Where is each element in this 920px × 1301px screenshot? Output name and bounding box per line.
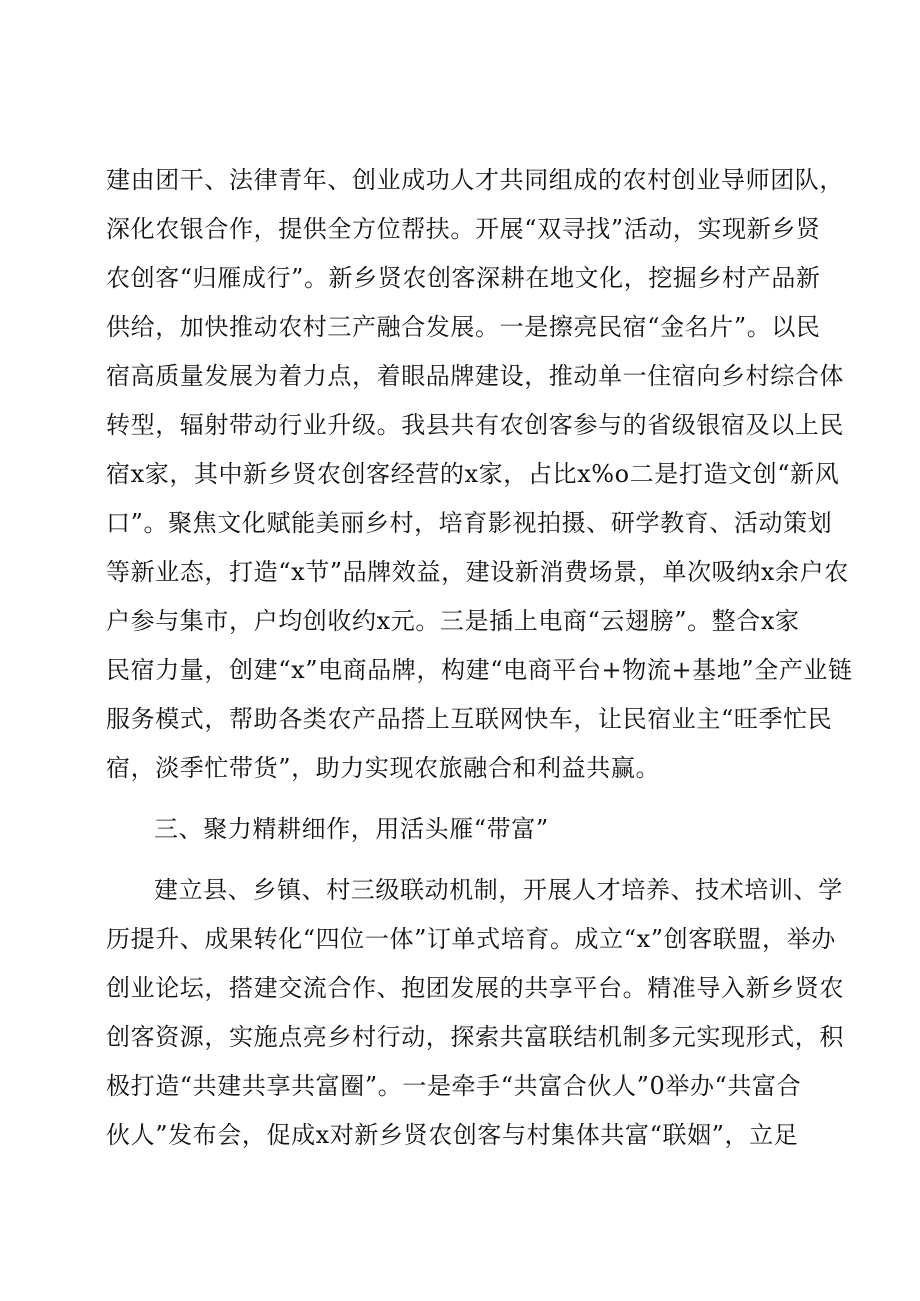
paragraph-1-line-3: 农创客“归雁成行”。新乡贤农创客深耕在地文化，挖掘乡村产品新 (106, 264, 821, 292)
paragraph-1-line-7: 宿x家，其中新乡贤农创客经营的x家，占比x%o二是打造文创“新风 (106, 460, 840, 488)
paragraph-2-line-3: 创业论坛，搭建交流合作、抱团发展的共享平台。精准导入新乡贤农 (106, 974, 844, 1002)
paragraph-2-line-5: 极打造“共建共享共富圈”。一是牵手“共富合伙人”0举办“共富合 (106, 1072, 802, 1100)
paragraph-1-line-13: 宿，淡季忙带货”，助力实现农旅融合和利益共赢。 (106, 754, 661, 782)
paragraph-2-line-2: 历提升、成果转化“四位一体”订单式培育。成立“x”创客联盟，举办 (106, 925, 836, 953)
paragraph-1-line-6: 转型，辐射带动行业升级。我县共有农创客参与的省级银宿及以上民 (106, 411, 844, 439)
paragraph-1-line-11: 民宿力量，创建“x”电商品牌，构建“电商平台+物流+基地”全产业链 (106, 656, 853, 684)
paragraph-1-line-4: 供给，加快推动农村三产融合发展。一是擦亮民宿“金名片”。以民 (106, 313, 821, 341)
paragraph-1-line-10: 户参与集市，户均创收约x元。三是插上电商“云翅膀”。整合x家 (106, 607, 800, 635)
paragraph-2-line-4: 创客资源，实施点亮乡村行动，探索共富联结机制多元实现形式，积 (106, 1023, 844, 1051)
paragraph-2-line-1: 建立县、乡镇、村三级联动机制，开展人才培养、技术培训、学 (154, 876, 843, 904)
paragraph-1-line-1: 建由团干、法律青年、创业成功人才共同组成的农村创业导师团队， (106, 166, 844, 194)
paragraph-1-line-2: 深化农银合作，提供全方位帮扶。开展“双寻找”活动，实现新乡贤 (106, 215, 821, 243)
paragraph-2-line-6: 伙人”发布会，促成x对新乡贤农创客与村集体共富“联姻”，立足 (106, 1121, 799, 1149)
paragraph-1-line-5: 宿高质量发展为着力点，着眼品牌建设，推动单一住宿向乡村综合体 (106, 362, 844, 390)
paragraph-1-line-12: 服务模式，帮助各类农产品搭上互联网快车，让民宿业主“旺季忙民 (106, 705, 833, 733)
paragraph-1-line-9: 等新业态，打造“x节”品牌效益，建设新消费场景，单次吸纳x余户农 (106, 558, 849, 586)
paragraph-1-line-8: 口”。聚焦文化赋能美丽乡村，培育影视拍摄、研学教育、活动策划 (106, 509, 833, 537)
section-heading: 三、聚力精耕细作，用活头雁“带富” (154, 815, 549, 843)
